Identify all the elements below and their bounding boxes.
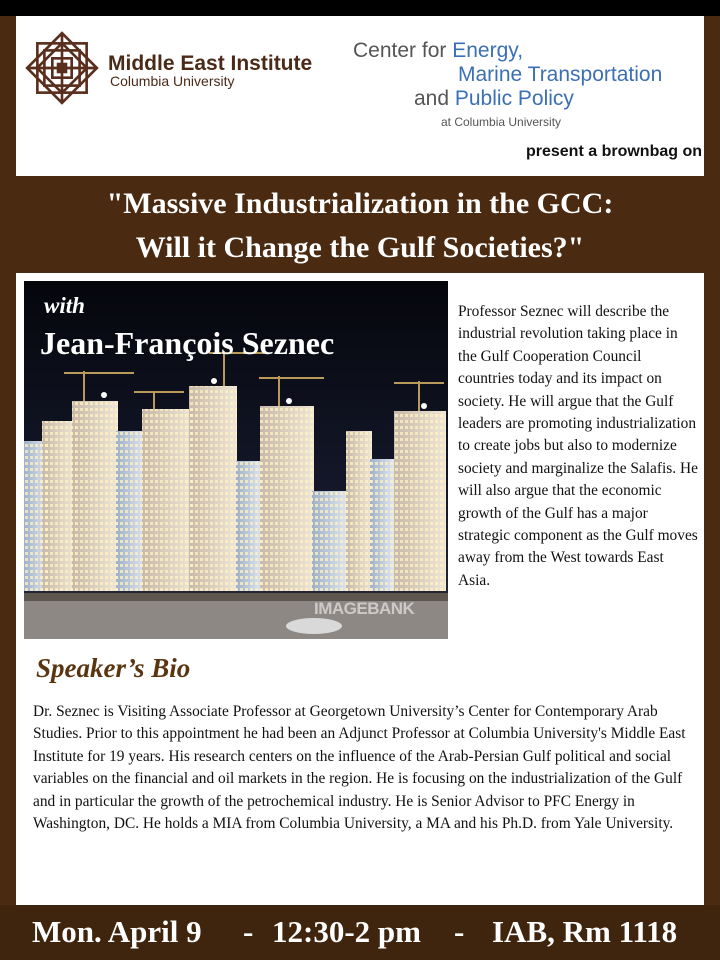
- center-line-3-blue: Public Policy: [454, 87, 574, 110]
- with-label: with: [44, 293, 85, 318]
- event-title: [0, 182, 720, 270]
- separator-1: -: [243, 914, 254, 949]
- middle-east-institute-logo: [18, 24, 106, 112]
- center-line-1-blue: Energy,: [452, 39, 524, 62]
- city-skyline-photo: [24, 281, 448, 639]
- title-line-1: "Massive Industrialization in the GCC:: [106, 187, 614, 220]
- center-line-1: [353, 39, 523, 63]
- top-black-bar: [0, 0, 720, 16]
- event-time: 12:30-2 pm: [272, 914, 421, 949]
- event-date: Mon. April 9: [32, 914, 202, 949]
- mei-university: Columbia University: [110, 73, 235, 89]
- bio-text: Dr. Seznec is Visiting Associate Professor at Georgetown University’s Center for Contemporary Arab Studies. Prior to this appointment he had been an Adjunct Professor at Columbia University's Middle East Institute for 19 years. His research centers on the influence of the Arab-Persian Gulf political and social variables on the financial and oil markets in the region. He is focusing on the industrialization of the Gulf and in particular the growth of the petrochemical industry. He is Senior Advisor to PFC Energy in Washington, DC. He holds a MIA from Columbia University, a MA and his Ph.D. from Yale University.: [33, 703, 686, 833]
- center-line-1-prefix: Center for: [353, 39, 453, 62]
- event-details-footer: [0, 905, 720, 960]
- separator-2: -: [454, 914, 465, 949]
- header-panel: [16, 16, 704, 176]
- center-line-3: [414, 87, 574, 111]
- event-location: IAB, Rm 1118: [492, 914, 678, 949]
- center-at-columbia: at Columbia University: [441, 115, 562, 129]
- imagebank-watermark: IMAGEBANK: [314, 599, 415, 618]
- title-line-2: Will it Change the Gulf Societies?": [135, 231, 585, 264]
- mei-name: Middle East Institute: [108, 52, 313, 75]
- talk-description: Professor Seznec will describe the industrial revolution taking place in the Gulf Cooperation Council countries today and its impact on society. He will argue that the Gulf leaders are promoting industrialization to create jobs but also to modernize society and marginalize the Salafis. He will also argue that the economic growth of the Gulf has a major strategic component as the Gulf moves away from the West towards East Asia.: [458, 303, 698, 589]
- content-panel: [16, 273, 704, 905]
- center-line-2: Marine Transportation: [458, 63, 663, 86]
- bio-heading: Speaker’s Bio: [36, 653, 191, 683]
- speaker-name: Jean-François Seznec: [40, 325, 335, 361]
- center-line-3-prefix: and: [414, 87, 455, 110]
- present-text: present a brownbag on: [525, 143, 702, 160]
